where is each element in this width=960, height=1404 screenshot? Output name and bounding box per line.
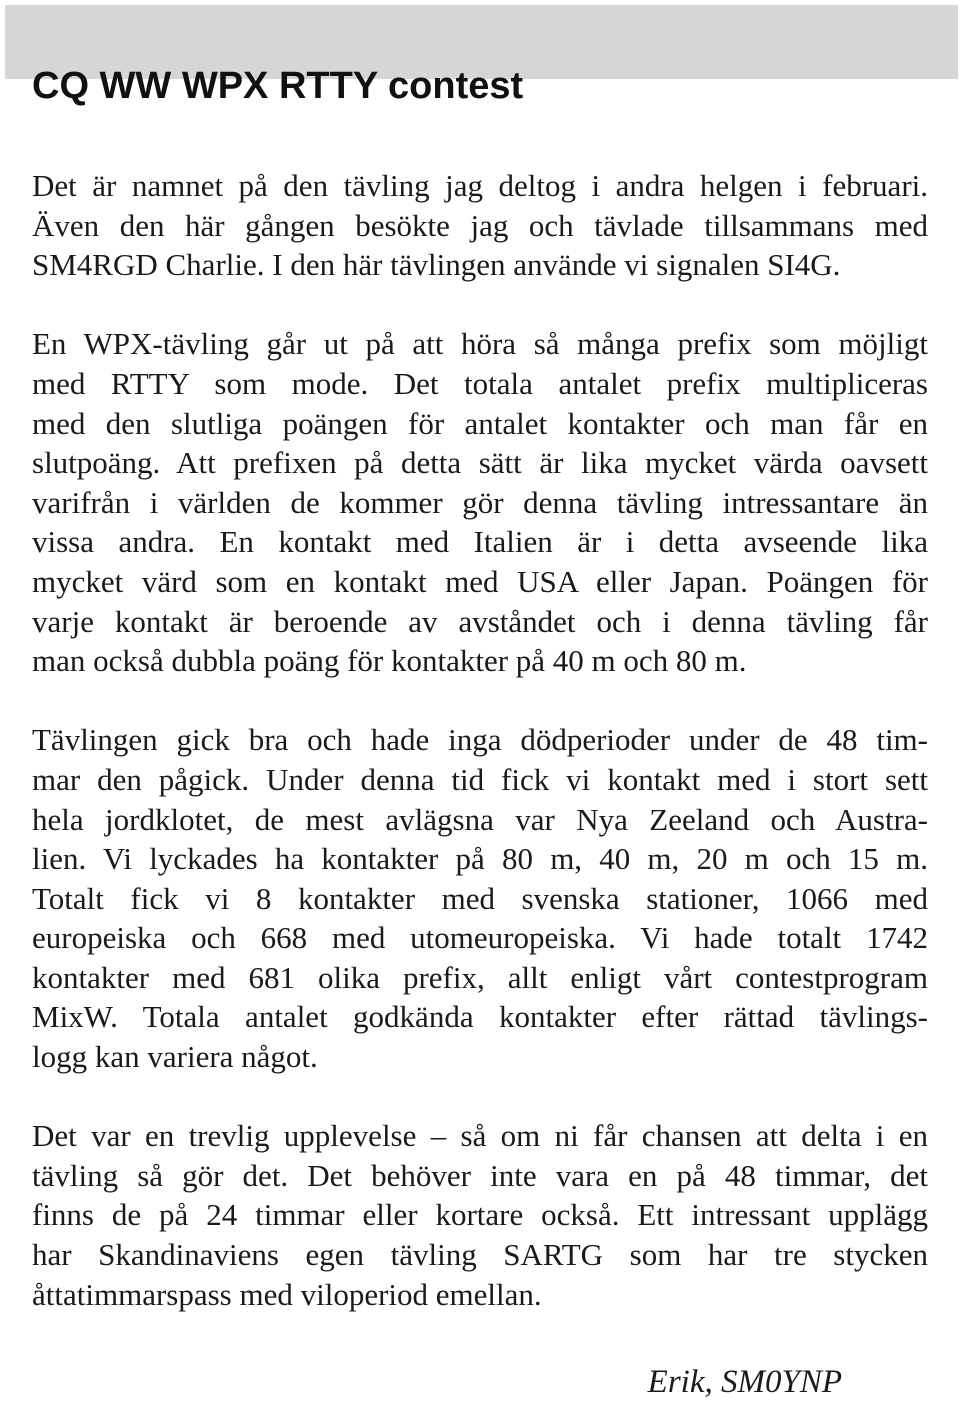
text-line: mycket värd som en kontakt med USA eller Japan. Poängen för	[32, 563, 928, 599]
text-line: lien. Vi lyckades ha kontakter på 80 m, 40 m, 20 m och 15 m.	[32, 841, 928, 877]
text-line: vissa andra. En kontakt med Italien är i detta avseende lika	[32, 524, 928, 560]
author-signature: Erik, SM0YNP	[647, 1364, 842, 1400]
article-title: CQ WW WPX RTTY contest	[32, 65, 524, 107]
text-line: En WPX-tävling går ut på att höra så många prefix som möjligt	[32, 326, 928, 362]
text-line: varje kontakt är beroende av avståndet och i denna tävling får	[32, 603, 928, 639]
text-line: Även den här gången besökte jag och tävlade tillsammans med	[32, 207, 928, 243]
text-line: kontakter med 681 olika prefix, allt enligt vårt contestprogram	[32, 959, 928, 995]
paragraph-intro	[32, 166, 928, 285]
text-line: med den slutliga poängen för antalet kontakter och man får en	[32, 405, 928, 441]
text-line: SM4RGD Charlie. I den här tävlingen använde vi signalen SI4G.	[32, 247, 841, 283]
text-line: Totalt fick vi 8 kontakter med svenska stationer, 1066 med	[32, 880, 928, 916]
paragraph-results	[32, 720, 928, 1076]
text-line: har Skandinaviens egen tävling SARTG som har tre stycken	[32, 1237, 928, 1273]
text-line: man också dubbla poäng för kontakter på 40 m och 80 m.	[32, 643, 747, 679]
paragraph-closing	[32, 1116, 928, 1314]
text-line: hela jordklotet, de mest avlägsna var Nya Zeeland och Austra-	[32, 801, 928, 837]
text-line: logg kan variera något.	[32, 1039, 318, 1075]
text-line: europeiska och 668 med utomeuropeiska. Vi hade totalt 1742	[32, 920, 928, 956]
text-line: mar den pågick. Under denna tid fick vi kontakt med i stort sett	[32, 761, 928, 797]
text-line: åttatimmarspass med viloperiod emellan.	[32, 1276, 542, 1312]
text-line: varifrån i världen de kommer gör denna tävling intressantare än	[32, 484, 928, 520]
text-line: finns de på 24 timmar eller kortare också. Ett intressant upplägg	[32, 1197, 928, 1233]
text-line: Det var en trevlig upplevelse – så om ni får chansen att delta i en	[32, 1118, 928, 1154]
text-line: tävling så gör det. Det behöver inte vara en på 48 timmar, det	[32, 1157, 928, 1193]
article-body	[32, 166, 928, 1354]
paragraph-rules	[32, 324, 928, 680]
text-line: Tävlingen gick bra och hade inga dödperioder under de 48 tim-	[32, 722, 928, 758]
text-line: MixW. Totala antalet godkända kontakter efter rättad tävlings-	[32, 999, 928, 1035]
text-line: med RTTY som mode. Det totala antalet prefix multipliceras	[32, 365, 928, 401]
text-line: slutpoäng. Att prefixen på detta sätt är lika mycket värda oavsett	[32, 445, 928, 481]
text-line: Det är namnet på den tävling jag deltog i andra helgen i februari.	[32, 168, 928, 203]
